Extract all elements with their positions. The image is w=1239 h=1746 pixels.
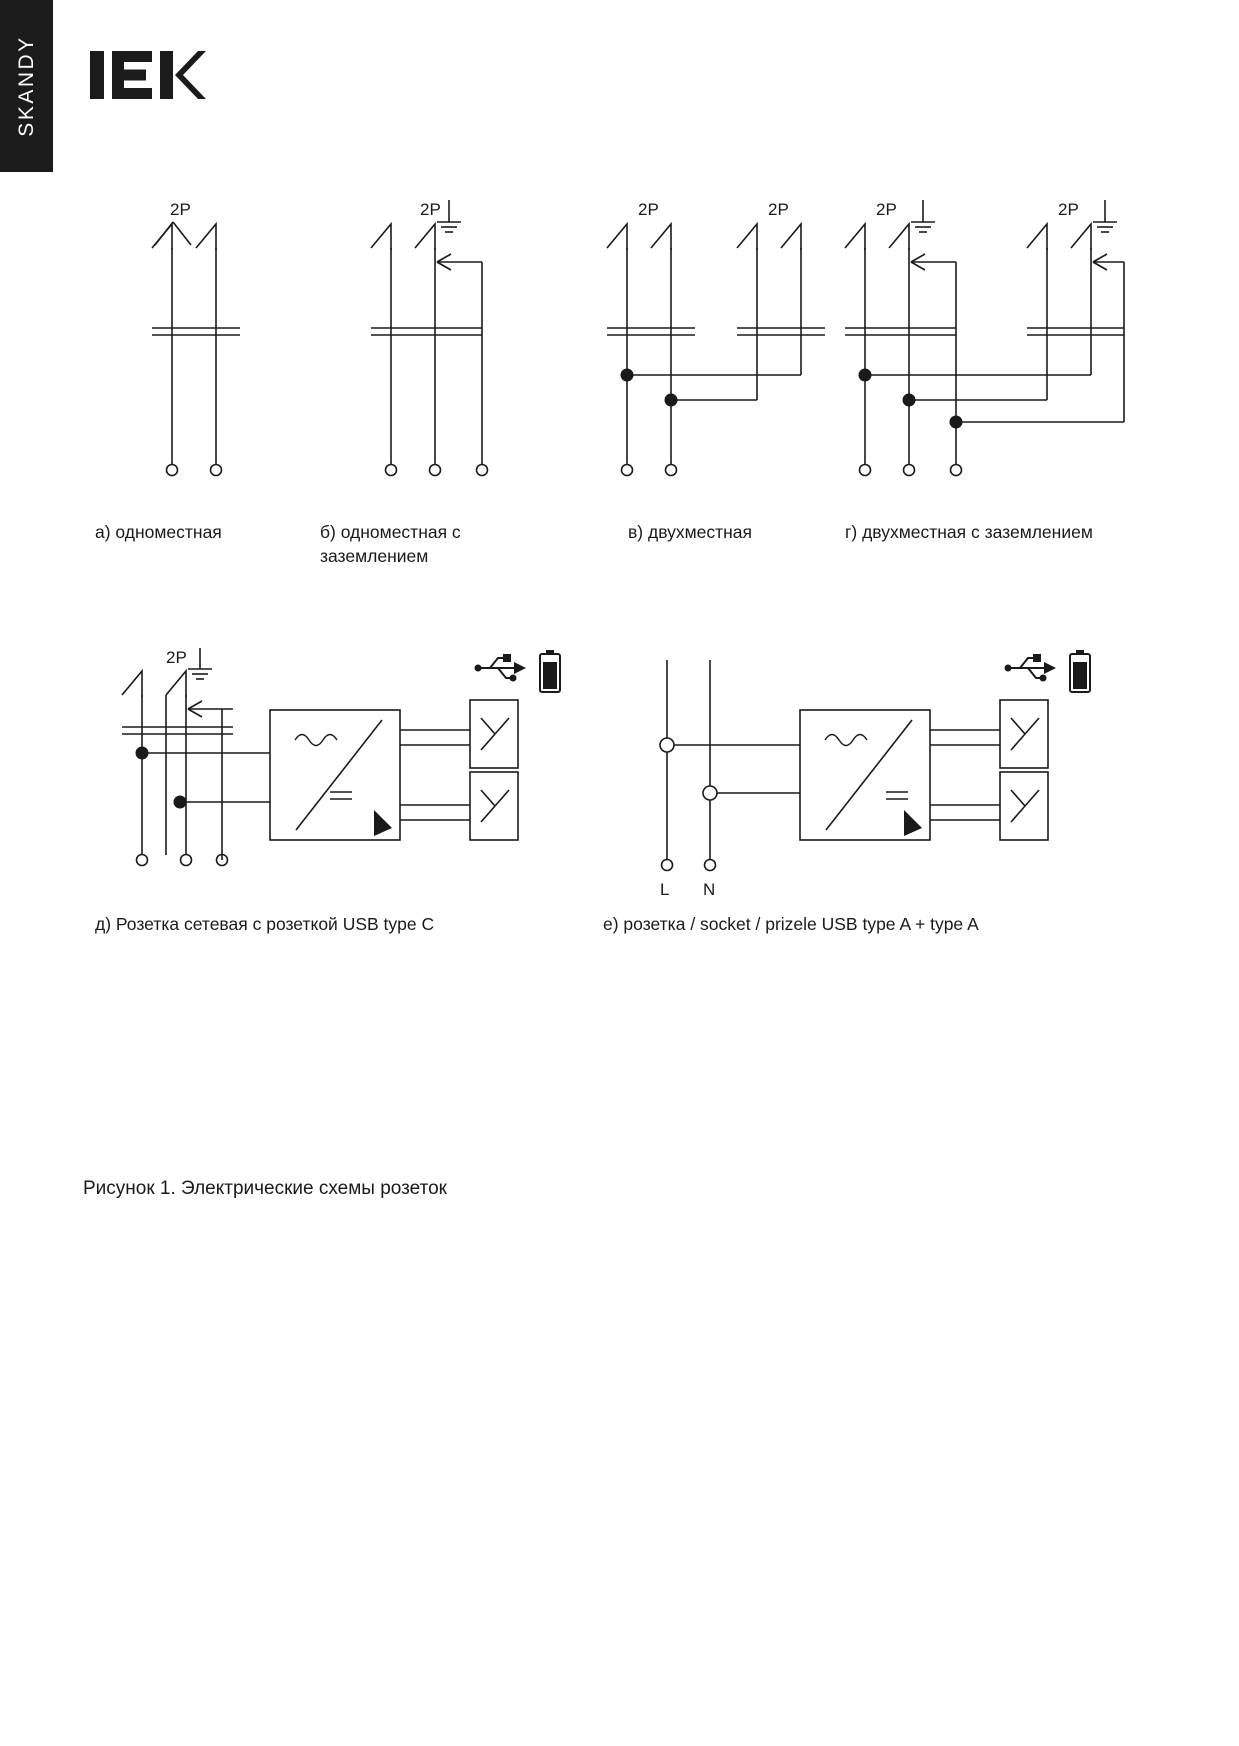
label-2p-g-right: 2P	[1058, 200, 1079, 219]
label-2p-v-right: 2P	[768, 200, 789, 219]
label-2p-a: 2P	[170, 200, 191, 219]
diagram-g	[845, 200, 1124, 476]
label-2p-d: 2P	[166, 648, 187, 667]
diagram-d	[122, 648, 560, 866]
figure-caption: Рисунок 1. Электрические схемы розеток	[83, 1178, 447, 1199]
caption-diagram-b: б) одноместная с заземлением	[320, 522, 461, 566]
caption-diagram-a: а) одноместная	[95, 522, 222, 542]
caption-diagram-v: в) двухместная	[628, 522, 753, 542]
label-2p-b: 2P	[420, 200, 441, 219]
caption-diagram-e: е) розетка / socket / prizele USB type A + type A	[603, 914, 979, 934]
caption-diagram-d: д) Розетка сетевая с розеткой USB type C	[95, 914, 435, 934]
caption-diagram-g: г) двухместная с заземлением	[845, 522, 1093, 542]
diagram-v	[607, 224, 825, 476]
diagram-a	[152, 222, 240, 476]
diagram-e	[660, 650, 1090, 871]
diagram-b	[371, 200, 488, 476]
brand-name-vertical: SKANDY	[14, 35, 38, 137]
label-2p-v-left: 2P	[638, 200, 659, 219]
label-line-L: L	[660, 880, 670, 899]
label-line-N: N	[703, 880, 716, 899]
label-2p-g-left: 2P	[876, 200, 897, 219]
